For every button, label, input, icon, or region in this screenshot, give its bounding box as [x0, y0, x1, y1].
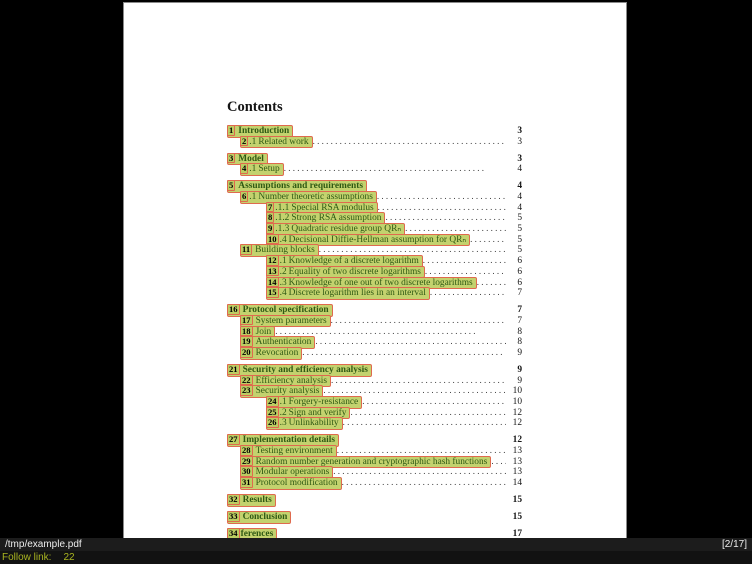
dot-leader: [331, 315, 506, 326]
toc-entry-title: Implementation details: [242, 435, 336, 446]
link-hint-badge: 17: [242, 314, 251, 325]
dot-leader: [342, 477, 506, 488]
link-hint-badge: 14: [268, 276, 277, 287]
toc-section-number: .1.3: [275, 224, 290, 235]
toc-entry-title: Unlinkability: [288, 418, 339, 429]
link-hint-badge: 11: [242, 244, 251, 255]
link-hint-badge: 22: [242, 374, 251, 385]
toc-row: [227, 191, 522, 202]
dot-leader: [333, 466, 506, 477]
dot-leader: [378, 202, 506, 213]
toc-section-number: .3: [279, 418, 287, 429]
toc-entry-title: Random number generation and cryptographic hash functions: [255, 456, 488, 467]
toc-section-number: .1: [249, 164, 257, 175]
toc-entry-title: Conclusion: [242, 512, 288, 523]
toc-page-number: 5: [517, 245, 522, 256]
toc-section-number: .4: [279, 288, 287, 299]
link-hint-badge: 33: [229, 511, 238, 522]
link-hint-badge: 5: [229, 180, 234, 191]
toc-row: [227, 375, 522, 386]
toc-section-number: .2: [279, 407, 287, 418]
toc-entry-title: Results: [242, 495, 272, 506]
toc-row: [227, 385, 522, 396]
toc-row: [227, 277, 522, 288]
toc-row: [227, 494, 522, 505]
toc-row: [227, 244, 522, 255]
toc-entry-title: Introduction: [238, 126, 290, 136]
toc-entry-title: Knowledge of a discrete logarithm: [288, 256, 419, 267]
toc-row: [227, 407, 522, 418]
toc-entry-title: Protocol specification: [242, 305, 329, 316]
toc-entry-title: System parameters: [255, 315, 327, 326]
toc-page-number: 3: [517, 126, 522, 136]
dot-leader: [284, 163, 506, 174]
toc-entry-title: Quadratic residue group QRₙ: [291, 224, 402, 235]
toc-row: [227, 266, 522, 277]
toc-entry-title: Number theoretic assumptions: [258, 192, 373, 203]
link-hint-badge: 15: [268, 287, 277, 298]
toc-entry-title: Setup: [258, 164, 280, 175]
toc-link[interactable]: [240, 347, 302, 360]
toc-section-number: .1: [249, 136, 257, 147]
dot-leader: [377, 191, 506, 202]
toc-link[interactable]: [240, 163, 284, 176]
toc-page-number: 15: [512, 512, 522, 523]
toc-page-number: 12: [512, 407, 522, 418]
dot-leader: [315, 336, 506, 347]
toc-section-number: .1: [279, 397, 287, 407]
toc-row: [227, 202, 522, 213]
toc-link[interactable]: [227, 528, 277, 538]
toc-row: [227, 255, 522, 266]
link-hint-badge: 3: [229, 152, 234, 163]
toc-entry-title: Decisional Diffie-Hellman assumption for QRₙ: [288, 234, 467, 245]
follow-link-prompt: Follow link:: [2, 552, 52, 563]
statusbar-file-path: /tmp/example.pdf: [5, 539, 82, 550]
link-hint-badge: 29: [242, 455, 251, 466]
toc-row: [227, 466, 522, 477]
link-hint-badge: 20: [242, 346, 251, 357]
statusbar: [0, 538, 752, 551]
toc-entry-title: Knowledge of one out of two discrete logarithms: [288, 277, 473, 288]
dot-leader: [337, 445, 506, 456]
toc-row: [227, 396, 522, 407]
toc-entry-title: Testing environment: [255, 446, 333, 457]
toc-section-number: .1.1: [275, 202, 290, 213]
toc-page-number: 7: [517, 288, 522, 299]
toc-row: [227, 456, 522, 467]
toc-row: [227, 212, 522, 223]
toc-row: [227, 287, 522, 298]
toc-entry-title: Efficiency analysis: [255, 375, 328, 386]
toc-row: [227, 180, 522, 191]
toc-page-number: 9: [517, 347, 522, 358]
toc-entry-title: Protocol modification: [255, 478, 338, 489]
toc-page-number: 12: [512, 435, 522, 446]
link-hint-badge: 31: [242, 477, 251, 488]
pdf-page: [124, 3, 626, 538]
toc-section-number: .1: [249, 192, 257, 203]
link-hint-badge: 6: [242, 191, 247, 202]
toc-page-number: 7: [517, 315, 522, 326]
toc-section-number: .3: [279, 277, 287, 288]
toc-page-number: 4: [517, 181, 522, 192]
toc-page-number: 3: [517, 153, 522, 164]
link-hint-badge: 25: [268, 406, 277, 417]
toc-row: [227, 315, 522, 326]
statusbar-page-indicator: [2/17]: [721, 539, 747, 550]
toc-entry-title: Model: [238, 153, 264, 164]
toc-entry-title: Authentication: [255, 337, 312, 348]
toc-entry-title: Strong RSA assumption: [291, 213, 382, 224]
dot-leader: [319, 244, 506, 255]
dot-leader: [491, 456, 506, 467]
link-hint-badge: 32: [229, 494, 238, 505]
toc-row: [227, 434, 522, 445]
toc-entry-title: Building blocks: [255, 245, 315, 256]
toc-entry-title: Assumptions and requirements: [238, 181, 363, 192]
toc-page-number: 9: [517, 364, 522, 375]
link-hint-badge: 7: [268, 201, 273, 212]
toc-page-number: 15: [512, 495, 522, 506]
toc-row: [227, 125, 522, 136]
link-hint-badge: 21: [229, 363, 238, 374]
toc-page-number: 6: [517, 256, 522, 267]
link-hint-badge: 16: [229, 304, 238, 315]
toc-page-number: 6: [517, 277, 522, 288]
toc-link[interactable]: [266, 417, 343, 430]
toc-link[interactable]: [266, 287, 430, 300]
toc-entry-title: Equality of two discrete logarithms: [288, 266, 421, 277]
toc-row: [227, 223, 522, 234]
link-hint-badge: 10: [268, 233, 277, 244]
link-hint-badge: 8: [268, 212, 273, 223]
toc-entry-title: Security and efficiency analysis: [242, 364, 368, 375]
toc-section-number: .1: [279, 256, 287, 267]
toc-entry-title: Sign and verify: [288, 407, 347, 418]
dot-leader: [477, 277, 506, 288]
toc-page-number: 3: [517, 136, 522, 147]
toc-page-number: 4: [517, 202, 522, 213]
toc-page-number: 8: [517, 326, 522, 337]
link-hint-badge: 9: [268, 223, 273, 234]
toc-section-number: ferences: [240, 529, 274, 538]
toc-page-number: 13: [512, 456, 522, 467]
toc-entry-title: Revocation: [255, 347, 299, 358]
toc-link[interactable]: [240, 136, 313, 149]
toc-row: [227, 511, 522, 522]
toc-section-number: .2: [279, 266, 287, 277]
toc-row: [227, 163, 522, 174]
link-hint-badge: 1: [229, 125, 234, 135]
toc-page-number: 5: [517, 224, 522, 235]
toc-entry-title: Security analysis: [255, 386, 320, 397]
toc-page-number: 8: [517, 337, 522, 348]
toc-page-number: 4: [517, 192, 522, 203]
toc-row: [227, 477, 522, 488]
toc-page-number: 13: [512, 446, 522, 457]
link-hint-badge: 12: [268, 255, 277, 266]
dot-leader: [405, 223, 506, 234]
toc-row: [227, 326, 522, 337]
dot-leader: [423, 255, 506, 266]
toc-page-number: 5: [517, 213, 522, 224]
link-hint-badge: 30: [242, 466, 251, 477]
toc-row: [227, 528, 522, 538]
toc-entry-title: Join: [255, 326, 272, 337]
dot-leader: [343, 417, 506, 428]
toc-row: [227, 304, 522, 315]
toc-page-number: 10: [512, 386, 522, 397]
link-hint-badge: 2: [242, 135, 247, 146]
link-hint-badge: 24: [268, 396, 277, 406]
toc-link[interactable]: [240, 477, 342, 490]
dot-leader: [275, 326, 506, 337]
follow-link-input-value[interactable]: 22: [63, 552, 75, 563]
toc-row: [227, 234, 522, 245]
toc-row: [227, 336, 522, 347]
dot-leader: [425, 266, 506, 277]
toc-row: [227, 347, 522, 358]
link-hint-badge: 28: [242, 445, 251, 456]
dot-leader: [302, 347, 506, 358]
dot-leader: [430, 287, 506, 298]
link-hint-badge: 27: [229, 434, 238, 445]
toc-page-number: 12: [512, 418, 522, 429]
toc-page-number: 9: [517, 375, 522, 386]
toc-row: [227, 136, 522, 147]
toc-entry-title: Discrete logarithm lies in an interval: [288, 288, 426, 299]
toc-page-number: 7: [517, 305, 522, 316]
toc-page-number: 10: [512, 397, 522, 407]
dot-leader: [350, 407, 506, 418]
link-hint-badge: 19: [242, 336, 251, 347]
toc-row: [227, 153, 522, 164]
dot-leader: [313, 136, 506, 147]
toc-list: [227, 125, 522, 538]
link-hint-badge: 23: [242, 385, 251, 396]
toc-row: [227, 445, 522, 456]
toc-link[interactable]: [227, 511, 291, 524]
toc-row: [227, 364, 522, 375]
toc-row: [227, 417, 522, 428]
toc-page-number: 14: [512, 478, 522, 489]
dot-leader: [385, 212, 506, 223]
toc-entry-title: Modular operations: [255, 467, 330, 478]
toc-entry-title: Forgery-resistance: [288, 397, 359, 407]
toc-section-number: .1.2: [275, 213, 290, 224]
toc-entry-title: Related work: [258, 136, 309, 147]
dot-leader: [323, 385, 506, 396]
dot-leader: [470, 234, 506, 245]
toc-page-number: 13: [512, 467, 522, 478]
dot-leader: [331, 375, 506, 386]
toc-entry-title: Special RSA modulus: [291, 202, 374, 213]
dot-leader: [362, 396, 506, 407]
toc-page-number: 6: [517, 266, 522, 277]
link-hint-badge: 34: [229, 528, 238, 538]
toc-section-number: .4: [279, 234, 287, 245]
toc-page-number: 4: [517, 164, 522, 175]
link-hint-badge: 4: [242, 163, 247, 174]
toc-page-number: 5: [517, 234, 522, 245]
toc-link[interactable]: [227, 494, 276, 507]
link-hint-badge: 18: [242, 325, 251, 336]
contents-heading: Contents: [227, 99, 283, 115]
link-hint-badge: 13: [268, 265, 277, 276]
inputbar[interactable]: [0, 551, 752, 564]
toc-page-number: 17: [512, 529, 522, 538]
link-hint-badge: 26: [268, 417, 277, 428]
